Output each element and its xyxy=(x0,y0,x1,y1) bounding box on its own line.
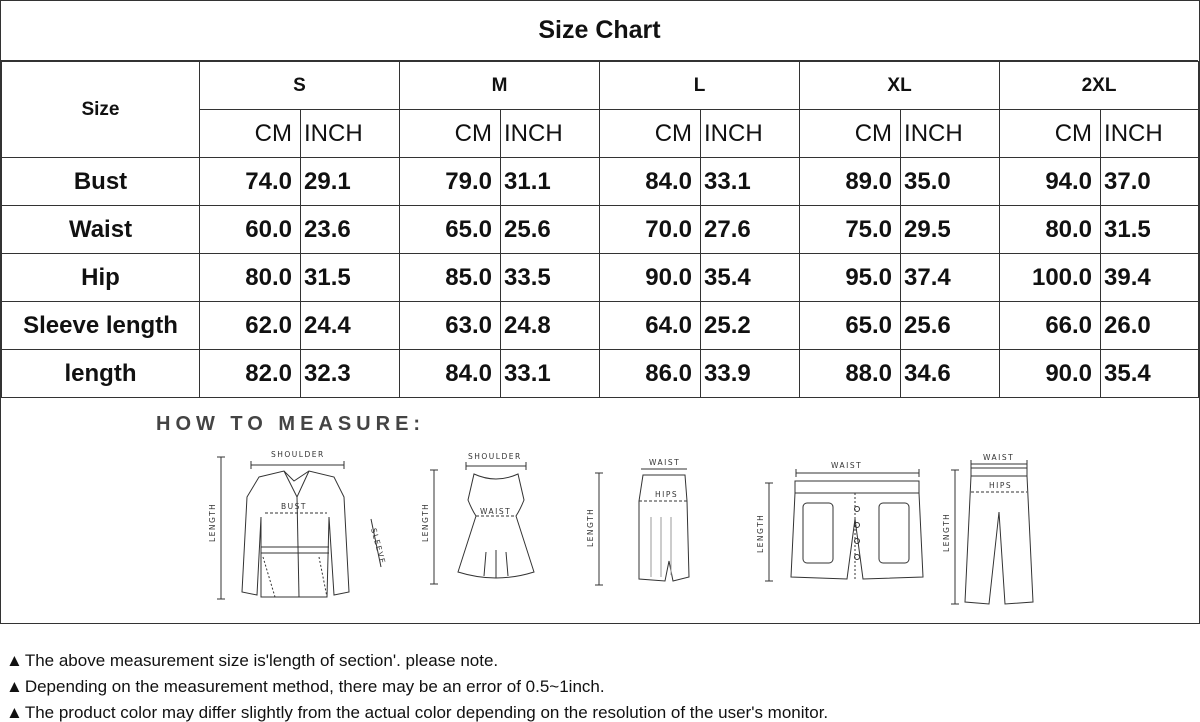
unit-inch-2xl: INCH xyxy=(1101,110,1199,158)
cell-inch: 33.9 xyxy=(701,350,800,398)
size-2xl-header: 2XL xyxy=(1000,62,1199,110)
note-text: The product color may differ slightly from the actual color depending on the resolution of the user's monitor. xyxy=(24,703,829,722)
note-item xyxy=(6,648,1196,674)
pants-illustration xyxy=(941,452,1041,612)
cell-cm: 89.0 xyxy=(800,158,901,206)
cell-cm: 94.0 xyxy=(1000,158,1101,206)
cell-inch: 26.0 xyxy=(1101,302,1199,350)
cell-inch: 24.8 xyxy=(501,302,600,350)
note-text: The above measurement size is'length of section'. please note. xyxy=(24,651,499,670)
unit-inch-m: INCH xyxy=(501,110,600,158)
row-label: Sleeve length xyxy=(2,302,200,350)
dress-shoulder-label: SHOULDER xyxy=(468,452,522,461)
cell-cm: 74.0 xyxy=(200,158,301,206)
jacket-bust-label: BUST xyxy=(281,502,307,511)
cell-cm: 70.0 xyxy=(600,206,701,254)
cell-cm: 82.0 xyxy=(200,350,301,398)
unit-inch-l: INCH xyxy=(701,110,800,158)
size-header-row xyxy=(2,62,1199,110)
pants-hips-label: HIPS xyxy=(989,481,1013,490)
shorts-length-label: LENGTH xyxy=(756,513,765,553)
cell-inch: 31.5 xyxy=(301,254,400,302)
table-row-hip xyxy=(2,254,1199,302)
notes-section xyxy=(6,648,1196,722)
cell-inch: 32.3 xyxy=(301,350,400,398)
cell-inch: 29.5 xyxy=(901,206,1000,254)
cell-inch: 24.4 xyxy=(301,302,400,350)
row-label: Hip xyxy=(2,254,200,302)
cell-cm: 64.0 xyxy=(600,302,701,350)
skirt-hips-label: HIPS xyxy=(655,490,679,499)
cell-inch: 37.4 xyxy=(901,254,1000,302)
cell-inch: 35.0 xyxy=(901,158,1000,206)
row-label: Bust xyxy=(2,158,200,206)
cell-inch: 31.1 xyxy=(501,158,600,206)
cell-cm: 80.0 xyxy=(1000,206,1101,254)
pants-length-label: LENGTH xyxy=(942,512,951,552)
cell-cm: 84.0 xyxy=(400,350,501,398)
jacket-sleeve-label: SLEEVE xyxy=(369,527,388,566)
cell-inch: 37.0 xyxy=(1101,158,1199,206)
size-s-header: S xyxy=(200,62,400,110)
cell-cm: 79.0 xyxy=(400,158,501,206)
cell-cm: 65.0 xyxy=(800,302,901,350)
cell-inch: 27.6 xyxy=(701,206,800,254)
cell-inch: 29.1 xyxy=(301,158,400,206)
size-l-header: L xyxy=(600,62,800,110)
cell-inch: 25.6 xyxy=(901,302,1000,350)
size-m-header: M xyxy=(400,62,600,110)
unit-cm-s: CM xyxy=(200,110,301,158)
cell-cm: 63.0 xyxy=(400,302,501,350)
table-row-waist xyxy=(2,206,1199,254)
cell-inch: 23.6 xyxy=(301,206,400,254)
unit-cm-m: CM xyxy=(400,110,501,158)
triangle-icon: ▲ xyxy=(6,703,23,722)
size-table xyxy=(1,61,1199,398)
table-row-length xyxy=(2,350,1199,398)
jacket-shoulder-label: SHOULDER xyxy=(271,450,325,459)
cell-inch: 33.1 xyxy=(501,350,600,398)
cell-inch: 33.1 xyxy=(701,158,800,206)
note-text: Depending on the measurement method, there may be an error of 0.5~1inch. xyxy=(24,677,605,696)
unit-inch-xl: INCH xyxy=(901,110,1000,158)
shorts-waist-label: WAIST xyxy=(831,461,863,470)
cell-inch: 35.4 xyxy=(1101,350,1199,398)
shorts-illustration xyxy=(751,459,931,589)
cell-cm: 84.0 xyxy=(600,158,701,206)
jacket-illustration xyxy=(199,447,389,607)
cell-cm: 80.0 xyxy=(200,254,301,302)
note-item xyxy=(6,700,1196,722)
cell-cm: 65.0 xyxy=(400,206,501,254)
chart-title: Size Chart xyxy=(1,1,1198,61)
pants-waist-label: WAIST xyxy=(983,453,1015,462)
dress-waist-label: WAIST xyxy=(480,507,512,516)
unit-inch-s: INCH xyxy=(301,110,400,158)
cell-inch: 25.2 xyxy=(701,302,800,350)
row-label: length xyxy=(2,350,200,398)
cell-cm: 62.0 xyxy=(200,302,301,350)
dress-length-label: LENGTH xyxy=(421,502,430,542)
cell-cm: 75.0 xyxy=(800,206,901,254)
cell-cm: 90.0 xyxy=(600,254,701,302)
dress-illustration xyxy=(416,452,546,592)
cell-cm: 60.0 xyxy=(200,206,301,254)
cell-inch: 39.4 xyxy=(1101,254,1199,302)
skirt-length-label: LENGTH xyxy=(586,507,595,547)
triangle-icon: ▲ xyxy=(6,677,23,696)
note-item xyxy=(6,674,1196,700)
how-to-measure-heading: HOW TO MEASURE: xyxy=(156,413,426,435)
table-row-sleeve-length xyxy=(2,302,1199,350)
cell-inch: 35.4 xyxy=(701,254,800,302)
skirt-illustration xyxy=(581,457,691,597)
cell-cm: 66.0 xyxy=(1000,302,1101,350)
table-row-bust xyxy=(2,158,1199,206)
cell-inch: 31.5 xyxy=(1101,206,1199,254)
cell-cm: 88.0 xyxy=(800,350,901,398)
unit-cm-l: CM xyxy=(600,110,701,158)
size-column-header: Size xyxy=(2,62,200,158)
size-xl-header: XL xyxy=(800,62,1000,110)
cell-inch: 34.6 xyxy=(901,350,1000,398)
cell-cm: 90.0 xyxy=(1000,350,1101,398)
unit-cm-xl: CM xyxy=(800,110,901,158)
row-label: Waist xyxy=(2,206,200,254)
unit-cm-2xl: CM xyxy=(1000,110,1101,158)
cell-inch: 25.6 xyxy=(501,206,600,254)
how-to-measure-section xyxy=(1,397,1198,623)
skirt-waist-label: WAIST xyxy=(649,458,681,467)
cell-inch: 33.5 xyxy=(501,254,600,302)
cell-cm: 85.0 xyxy=(400,254,501,302)
triangle-icon: ▲ xyxy=(6,651,23,670)
jacket-length-label: LENGTH xyxy=(208,502,217,542)
cell-cm: 86.0 xyxy=(600,350,701,398)
cell-cm: 100.0 xyxy=(1000,254,1101,302)
cell-cm: 95.0 xyxy=(800,254,901,302)
